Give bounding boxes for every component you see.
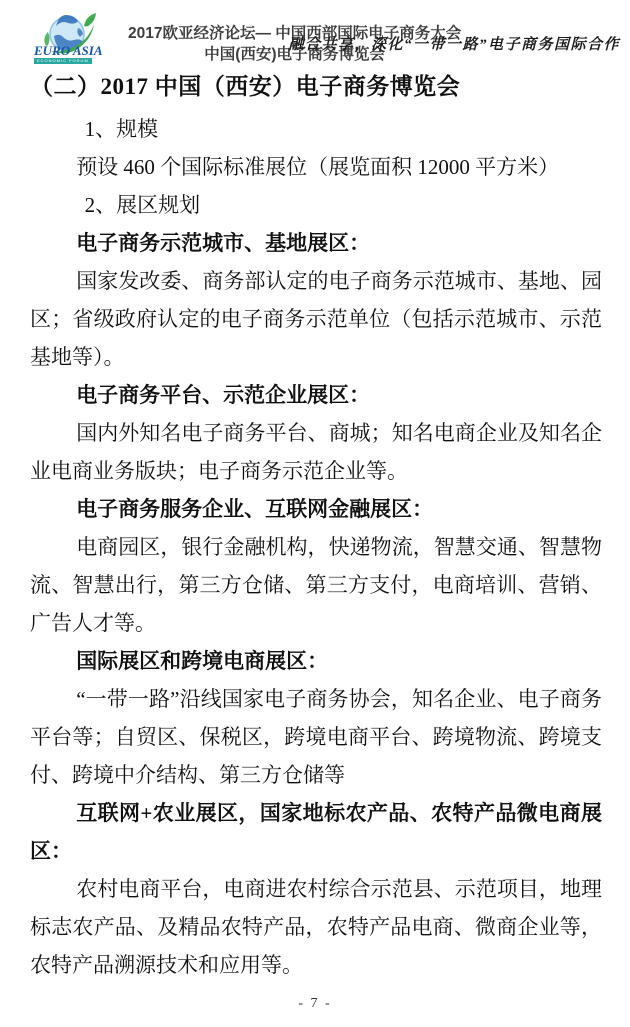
section-title: （二）2017 中国（西安）电子商务博览会 <box>30 74 461 99</box>
document-content <box>30 70 602 984</box>
euro-asia-logo <box>34 10 118 64</box>
zone-heading-agriculture: 互联网+农业展区，国家地标农产品、农特产品微电商展区： <box>30 801 602 863</box>
logo-subtitle-text: ECONOMIC FORUM <box>34 58 92 64</box>
zone-desc-platform: 国内外知名电子商务平台、商城；知名电商企业及知名企业电商业务版块；电子商务示范企业等。 <box>30 421 602 483</box>
zone-desc-service: 电商园区，银行金融机构，快递物流，智慧交通、智慧物流、智慧出行，第三方仓储、第三方支付，电商培训、营销、广告人才等。 <box>30 535 602 635</box>
logo-brand-text: EURO ASIA <box>34 43 103 58</box>
zone-heading-platform: 电子商务平台、示范企业展区： <box>76 383 371 407</box>
paragraph-scale-detail: 预设 460 个国际标准展位（展览面积 12000 平方米） <box>76 155 560 179</box>
forum-title-line1: 2017欧亚经济论坛— 中国西部国际电子商务大会 <box>128 25 462 42</box>
header-slogan: 融合共享，深化“一带一路”电子商务国际合作 <box>288 37 620 53</box>
zone-desc-agriculture: 农村电商平台，电商进农村综合示范县、示范项目，地理标志农产品、及精品农特产品，农特产品电商、微商企业等，农特产品溯源技术和应用等。 <box>30 877 602 977</box>
zone-heading-demo-city: 电子商务示范城市、基地展区： <box>76 231 371 255</box>
zone-desc-demo-city: 国家发改委、商务部认定的电子商务示范城市、基地、园区；省级政府认定的电子商务示范单位（包括示范城市、示范基地等）。 <box>30 269 602 369</box>
forum-title-line2: 中国(西安)电子商务博览会 <box>204 46 386 63</box>
page-number: - 7 - <box>298 996 332 1011</box>
list-item-zone-plan: 2、展区规划 <box>84 193 201 217</box>
zone-heading-service: 电子商务服务企业、互联网金融展区： <box>76 497 434 521</box>
list-item-scale: 1、规模 <box>84 117 159 141</box>
zone-heading-international: 国际展区和跨境电商展区： <box>76 649 329 673</box>
zone-desc-international: “一带一路”沿线国家电子商务协会，知名企业、电子商务平台等；自贸区、保税区，跨境电商平台、跨境物流、跨境支付、跨境中介结构、第三方仓储等 <box>30 687 602 787</box>
